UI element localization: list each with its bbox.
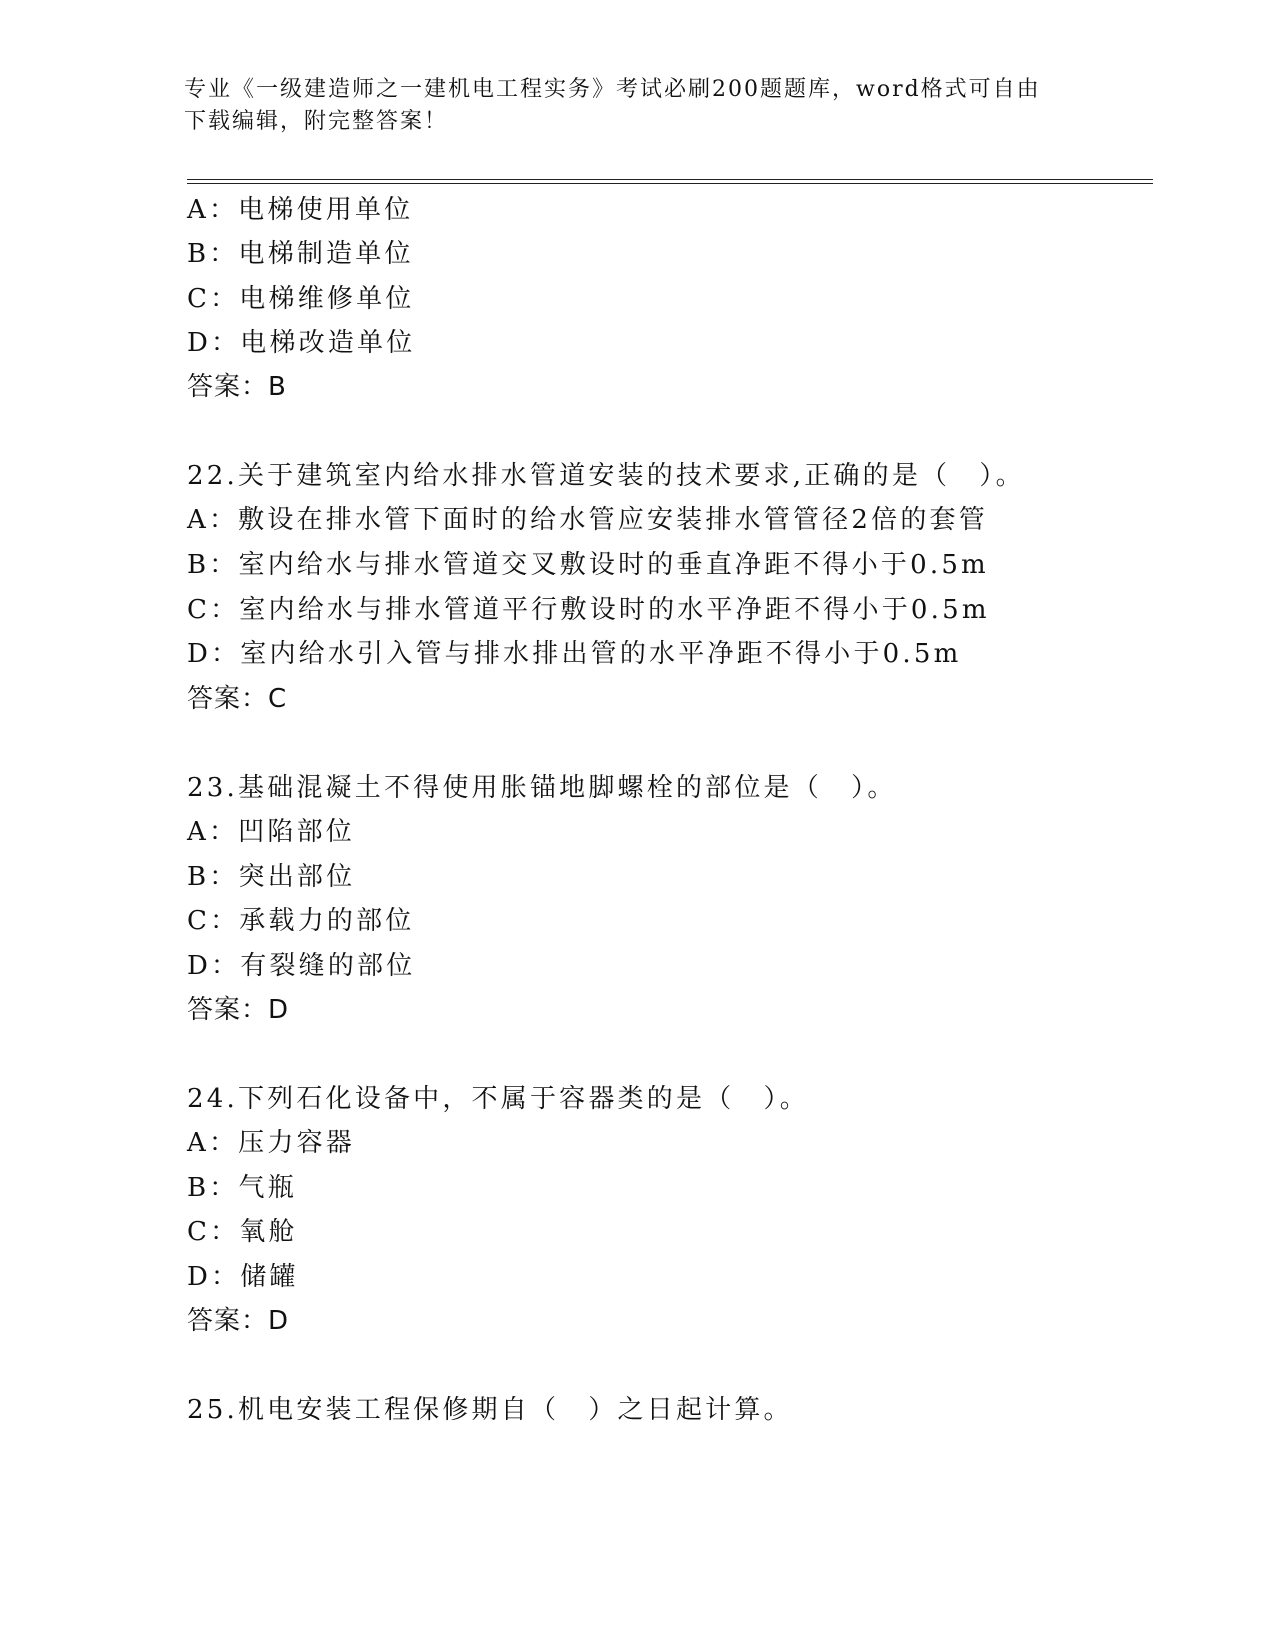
q22-option-a: A：敷设在排水管下面时的给水管应安装排水管管径2倍的套管 — [187, 505, 988, 535]
header-divider-top — [187, 179, 1153, 180]
q24-question: 24.下列石化设备中，不属于容器类的是（ ）。 — [187, 1084, 809, 1114]
q22-answer: 答案：C — [187, 684, 288, 714]
q23-option-b: B：突出部位 — [187, 862, 356, 892]
q21-option-b: B：电梯制造单位 — [187, 239, 414, 269]
q23-option-d: D：有裂缝的部位 — [187, 951, 416, 981]
q21-option-d: D：电梯改造单位 — [187, 328, 416, 358]
document-header: 专业《一级建造师之一建机电工程实务》考试必刷200题题库，word格式可自由下载编辑，附完整答案！ — [184, 77, 1041, 134]
q23-answer: 答案：D — [187, 995, 290, 1025]
q22-option-b: B：室内给水与排水管道交叉敷设时的垂直净距不得小于0.5m — [187, 550, 989, 580]
q25-question: 25.机电安装工程保修期自（ ）之日起计算。 — [187, 1395, 793, 1425]
q23-question: 23.基础混凝土不得使用胀锚地脚螺栓的部位是（ ）。 — [187, 773, 897, 803]
q24-option-b: B：气瓶 — [187, 1173, 297, 1203]
q23-option-a: A：凹陷部位 — [187, 817, 355, 847]
q24-option-c: C：氧舱 — [187, 1217, 298, 1247]
q22-option-d: D：室内给水引入管与排水排出管的水平净距不得小于0.5m — [187, 639, 962, 669]
q23-option-c: C：承载力的部位 — [187, 906, 415, 936]
q21-option-a: A：电梯使用单位 — [187, 195, 414, 225]
q24-option-d: D：储罐 — [187, 1262, 299, 1292]
q21-option-c: C：电梯维修单位 — [187, 284, 415, 314]
header-divider-bottom — [187, 183, 1153, 184]
q21-answer: 答案：B — [187, 372, 287, 402]
q22-question: 22.关于建筑室内给水排水管道安装的技术要求,正确的是（ ）。 — [187, 461, 1025, 491]
q24-answer: 答案：D — [187, 1306, 290, 1336]
q24-option-a: A：压力容器 — [187, 1128, 355, 1158]
q22-option-c: C：室内给水与排水管道平行敷设时的水平净距不得小于0.5m — [187, 595, 990, 625]
